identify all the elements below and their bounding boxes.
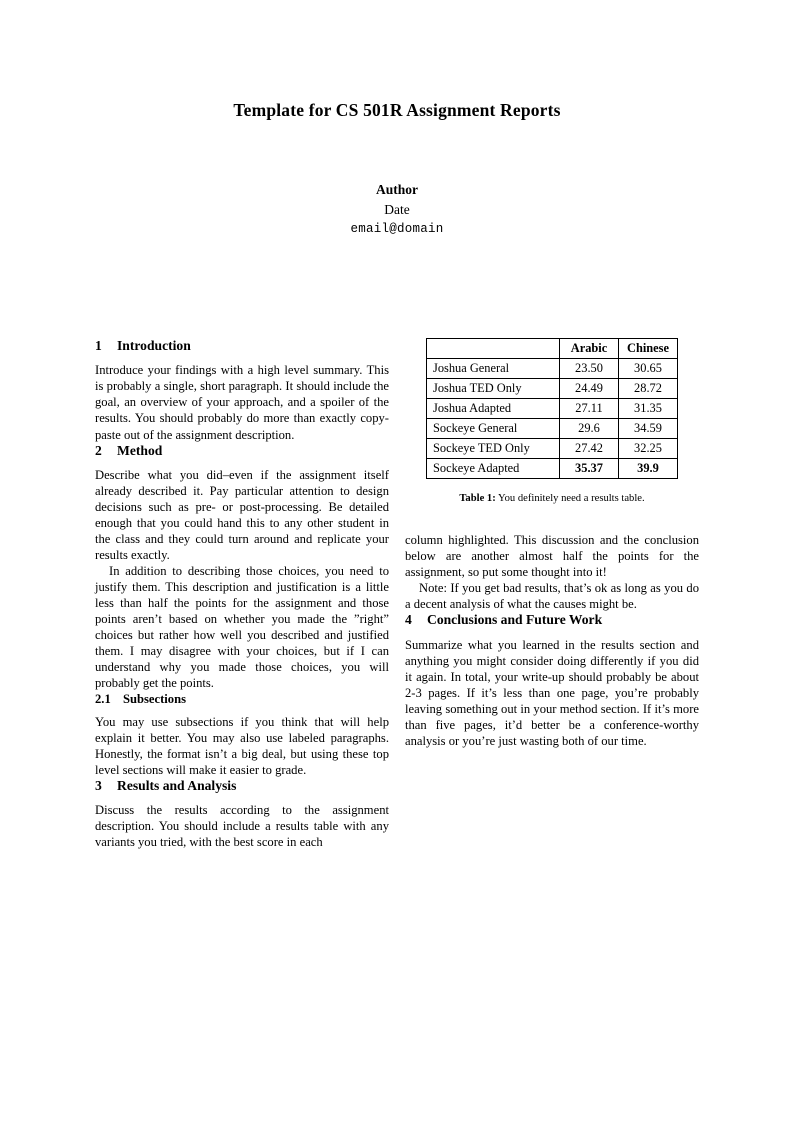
section-number: 4 (405, 612, 412, 628)
table-corner-header (427, 339, 560, 359)
table-cell-label: Sockeye TED Only (427, 439, 560, 459)
table-cell-chinese: 39.9 (619, 459, 678, 479)
table-cell-arabic: 24.49 (560, 379, 619, 399)
subsection-title: Subsections (123, 691, 186, 706)
table-caption (405, 492, 699, 506)
section-title: Introduction (117, 338, 191, 353)
table-cell-arabic: 23.50 (560, 359, 619, 379)
left-column (95, 338, 389, 850)
table-row (427, 359, 678, 379)
title-block (95, 100, 699, 122)
table-row (427, 379, 678, 399)
table-cell-arabic: 27.11 (560, 399, 619, 419)
section-number: 2 (95, 442, 102, 458)
table-caption-text: You definitely need a results table. (498, 493, 645, 504)
table-cell-chinese: 34.59 (619, 419, 678, 439)
table-row-best (427, 459, 678, 479)
section-number: 1 (95, 338, 102, 353)
author-block (95, 180, 699, 239)
section-heading-results (95, 778, 389, 794)
table-cell-label: Joshua General (427, 359, 560, 379)
page-title: Template for CS 501R Assignment Reports (233, 100, 561, 120)
table-cell-label: Joshua TED Only (427, 379, 560, 399)
method-paragraph-1: Describe what you did–even if the assignment itself already described it. Pay particular attention to design decisions such as pre- or post-processing. Be detailed enough that you could hand this to any other student in the class and they could turn around and replicate your results exactly. (95, 467, 389, 563)
results-table-wrapper (405, 338, 699, 479)
subsections-paragraph-1: You may use subsections if you think that will help explain it better. You may also use labeled paragraphs. Honestly, the format isn’t a big deal, but using these top level sections will make it easier to grade. (95, 714, 389, 777)
table-cell-chinese: 28.72 (619, 379, 678, 399)
table-header-row (427, 339, 678, 359)
right-column (405, 338, 699, 749)
results-paragraph-2: Note: If you get bad results, that’s ok as long as you do a decent analysis of what the causes might be. (405, 581, 699, 612)
table-cell-chinese: 30.65 (619, 359, 678, 379)
section-title: Results and Analysis (117, 777, 237, 793)
section-number: 3 (95, 777, 102, 793)
results-table-block (405, 338, 699, 506)
table-cell-label: Joshua Adapted (427, 399, 560, 419)
table-header-arabic: Arabic (560, 339, 619, 359)
section-heading-conclusions (405, 612, 699, 628)
table-cell-arabic: 27.42 (560, 439, 619, 459)
table-cell-chinese: 32.25 (619, 439, 678, 459)
subsection-number: 2.1 (95, 691, 111, 706)
table-header-chinese: Chinese (619, 339, 678, 359)
section-title: Conclusions and Future Work (427, 612, 603, 628)
table-cell-label: Sockeye Adapted (427, 459, 560, 479)
author-email: email@domain (350, 222, 444, 237)
table-body (427, 359, 678, 479)
table-cell-arabic: 35.37 (560, 459, 619, 479)
author-date: Date (384, 201, 410, 217)
table-row (427, 399, 678, 419)
table-cell-chinese: 31.35 (619, 399, 678, 419)
method-paragraph-2: In addition to describing those choices, you need to justify them. This description and justification is a little less than half the points for the assignment and those points aren’t based on whether you made the ”right” choices but rather how well you described and justified them. I may disagree with your choices, but if I can understand why you made those choices, you will probably get the points. (95, 564, 389, 691)
section-title: Method (117, 442, 163, 458)
table-row (427, 419, 678, 439)
table-row (427, 439, 678, 459)
section-heading-introduction (95, 338, 389, 354)
table-caption-label: Table 1: (459, 493, 496, 504)
results-paragraph-1-part-b: column highlighted. This discussion and the conclusion below are another almost half the points for the assignment, so put some thought into it! (405, 533, 699, 580)
results-paragraph-1-part-a: Discuss the results according to the assignment description. You should include a results table with any variants you tried, with the best score in each (95, 803, 389, 850)
section-heading-method (95, 443, 389, 459)
subsection-heading-subsections (95, 692, 389, 707)
author-name: Author (375, 182, 418, 197)
conclusions-paragraph-1: Summarize what you learned in the results section and anything you might consider doing differently if you did it again. In total, your write-up should probably be about 2-3 pages. If it’s less than one page, you’re probably leaving something out in your method section. If it’s more than five pages, it’d better be a conference-worthy analysis or you’re just wasting both of our time. (405, 637, 699, 748)
table-cell-arabic: 29.6 (560, 419, 619, 439)
introduction-paragraph-1: Introduce your findings with a high level summary. This is probably a single, short paragraph. It should include the goal, an overview of your approach, and a spoiler of the results. You should probably do more than exactly copy-paste out of the assignment description. (95, 363, 389, 442)
table-cell-label: Sockeye General (427, 419, 560, 439)
results-table (426, 338, 678, 479)
